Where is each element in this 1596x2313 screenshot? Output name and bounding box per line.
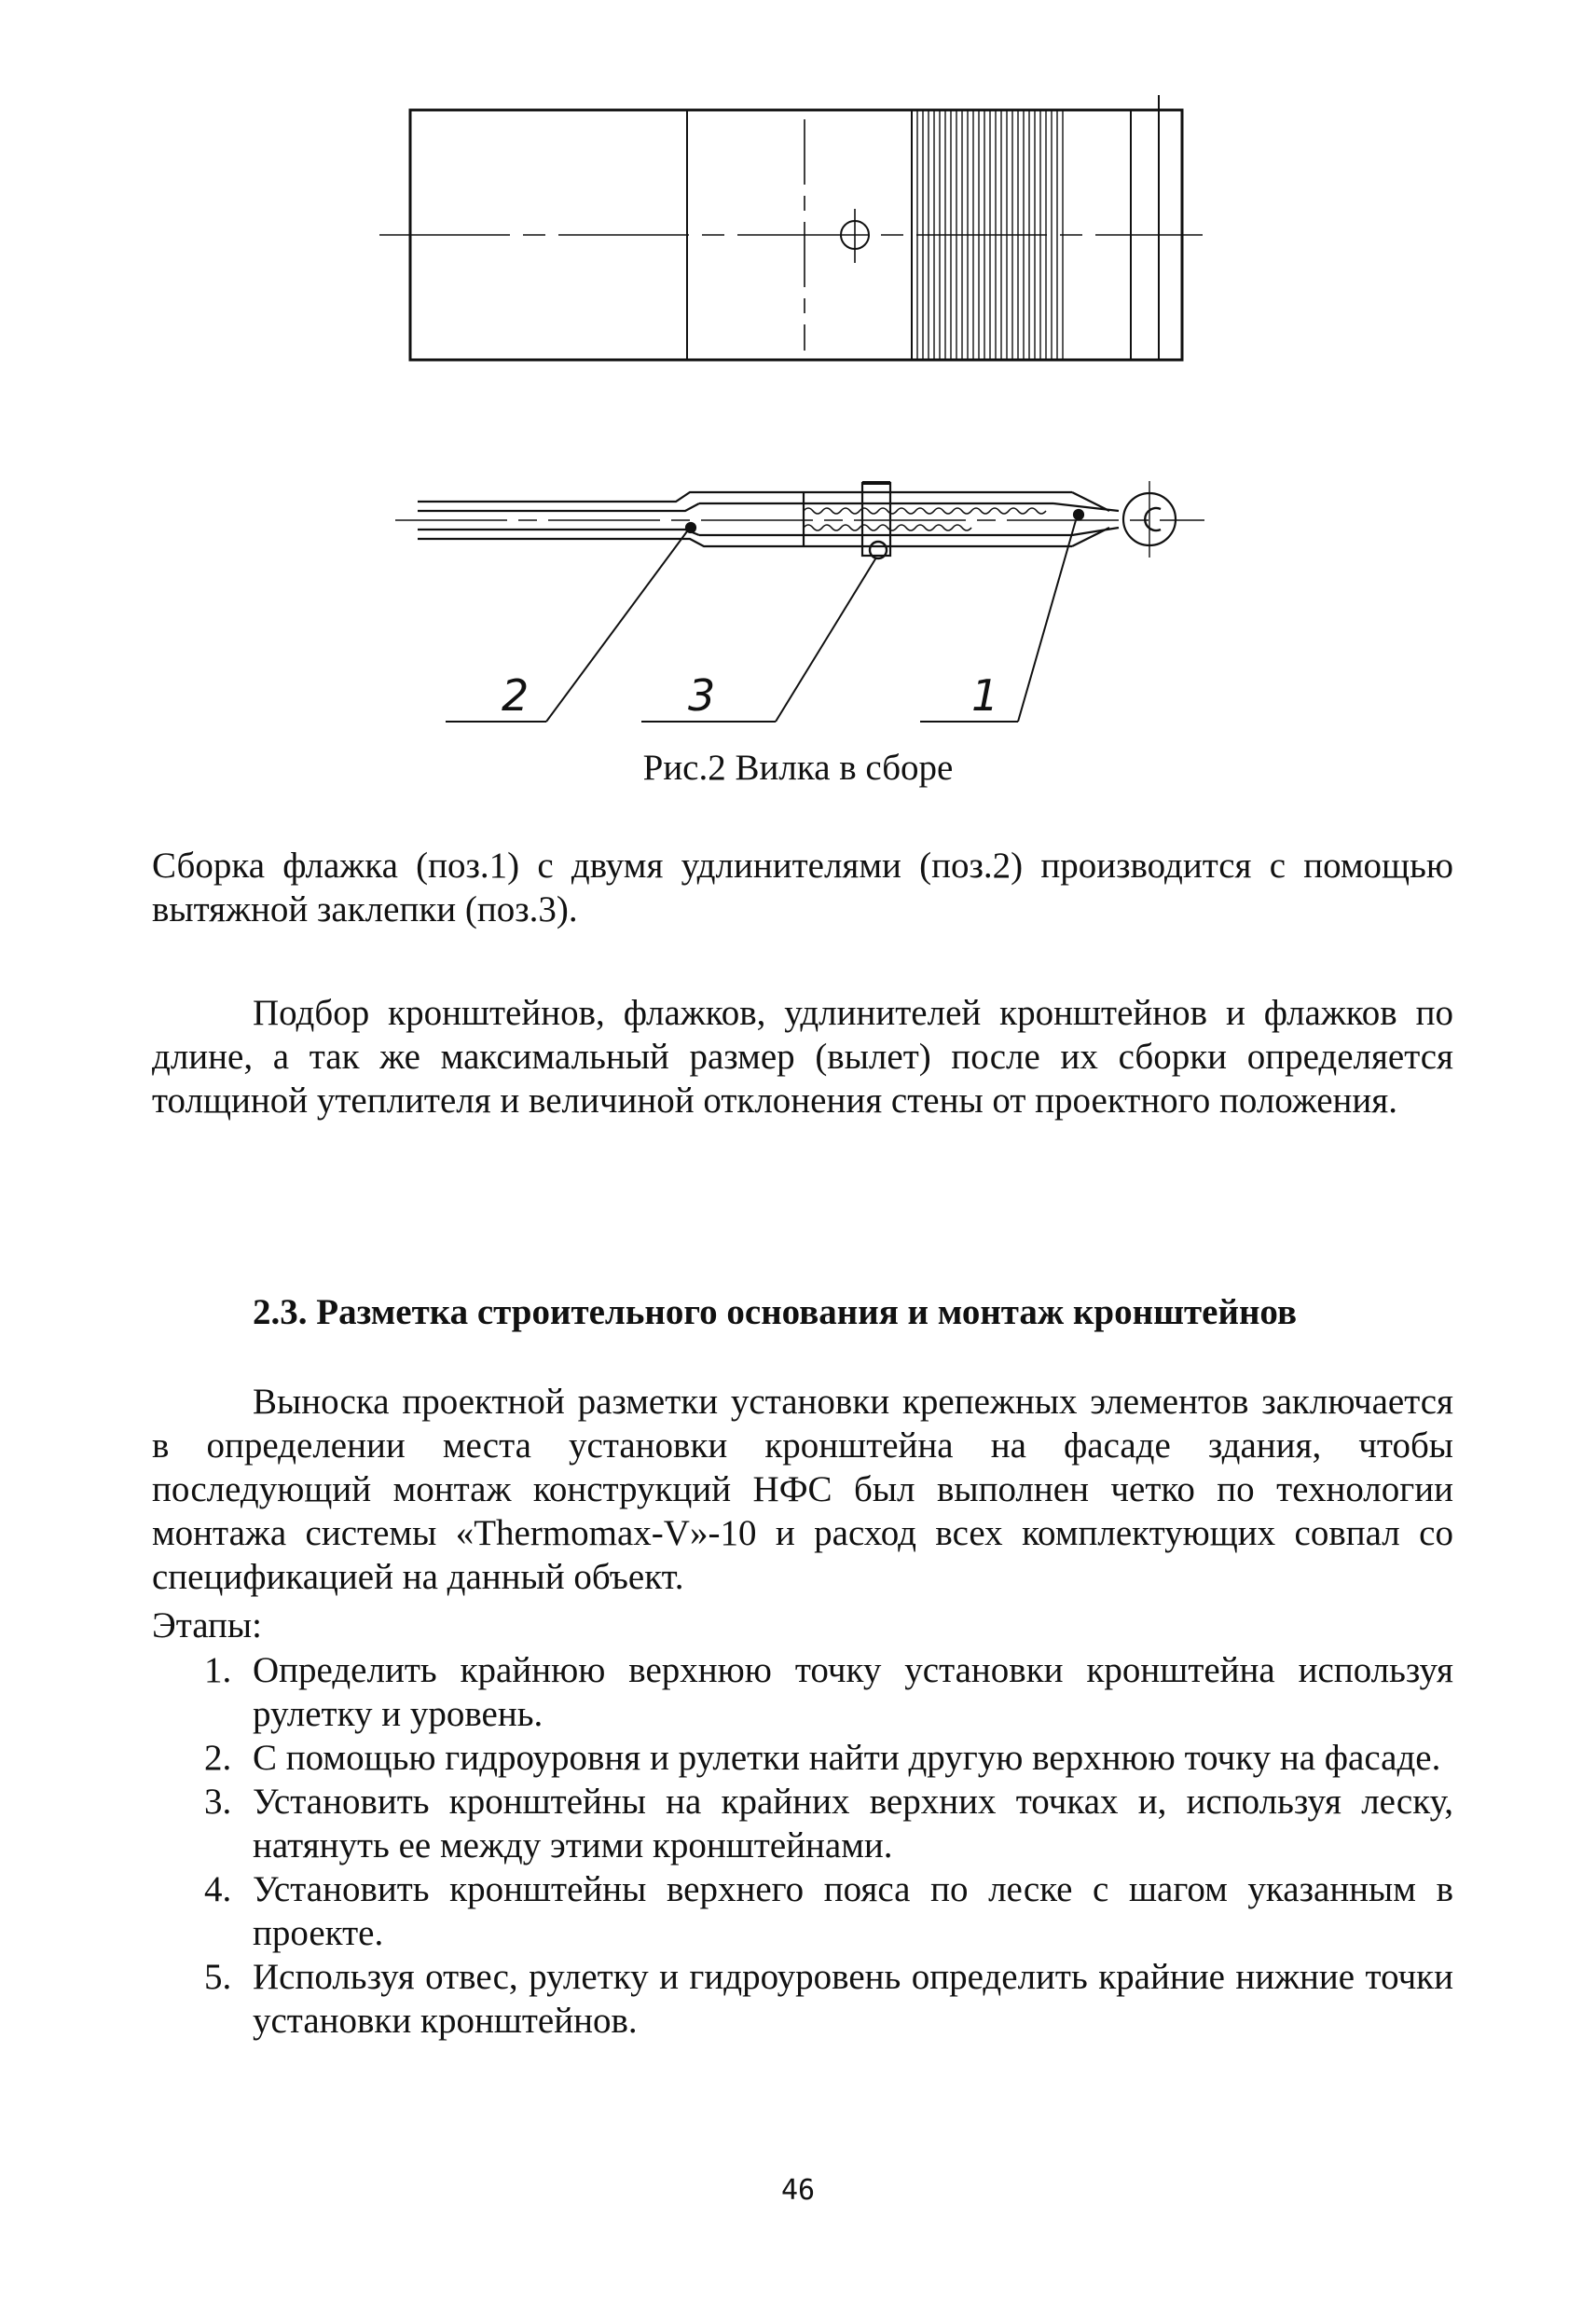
plan-view (379, 95, 1203, 360)
step-number: 4. (204, 1869, 232, 1909)
label-pos-3: 3 (688, 670, 716, 721)
step-number: 2. (204, 1738, 232, 1778)
list-item (152, 1736, 1453, 1780)
step-text: Установить кронштейны верхнего пояса по леске с шагом указанным в проекте. (253, 1869, 1453, 1953)
page-number: 46 (780, 2174, 816, 2207)
step-number: 5. (204, 1957, 232, 1997)
side-view (395, 481, 1204, 558)
assembly-drawing (0, 0, 1596, 746)
list-item (152, 1955, 1453, 2043)
step-number: 1. (204, 1650, 232, 1690)
step-text: Определить крайнюю верхнюю точку установки кронштейна используя рулетку и уровень. (253, 1650, 1453, 1734)
step-text: Используя отвес, рулетку и гидроуровень определить крайние нижние точки установки кронштейнов. (253, 1957, 1453, 2041)
assembly-paragraph: Сборка флажка (поз.1) с двумя удлинителями (поз.2) производится с помощью вытяжной заклепки (поз.3). (152, 846, 1453, 929)
list-item (152, 1780, 1453, 1867)
label-pos-1: 1 (971, 670, 999, 721)
section-heading: 2.3. Разметка строительного основания и монтаж кронштейнов (253, 1292, 1298, 1332)
stages-label: Этапы: (152, 1605, 262, 1645)
step-text: С помощью гидроуровня и рулетки найти другую верхнюю точку на фасаде. (253, 1738, 1441, 1778)
label-pos-2: 2 (502, 670, 530, 721)
section-intro: Выноска проектной разметки установки крепежных элементов заключается в определении места установки кронштейна на фасаде здания, чтобы последующий монтаж конструкций НФС был выполнен четко по технологии монтажа системы «Thermomax-V»-10 и расход всех комплектующих совпал со спецификацией на данный объект. (152, 1382, 1453, 1597)
steps-list (152, 1648, 1453, 2043)
step-text: Установить кронштейны на крайних верхних точках и, используя леску, натянуть ее между этими кронштейнами. (253, 1782, 1453, 1866)
selection-paragraph: Подбор кронштейнов, флажков, удлинителей кронштейнов и флажков по длине, а так же максимальный размер (вылет) после их сборки определяется толщиной утеплителя и величиной отклонения стены от проектного положения. (152, 993, 1453, 1121)
step-number: 3. (204, 1782, 232, 1822)
figure-caption: Рис.2 Вилка в сборе (642, 748, 954, 788)
list-item (152, 1648, 1453, 1736)
list-item (152, 1867, 1453, 1955)
